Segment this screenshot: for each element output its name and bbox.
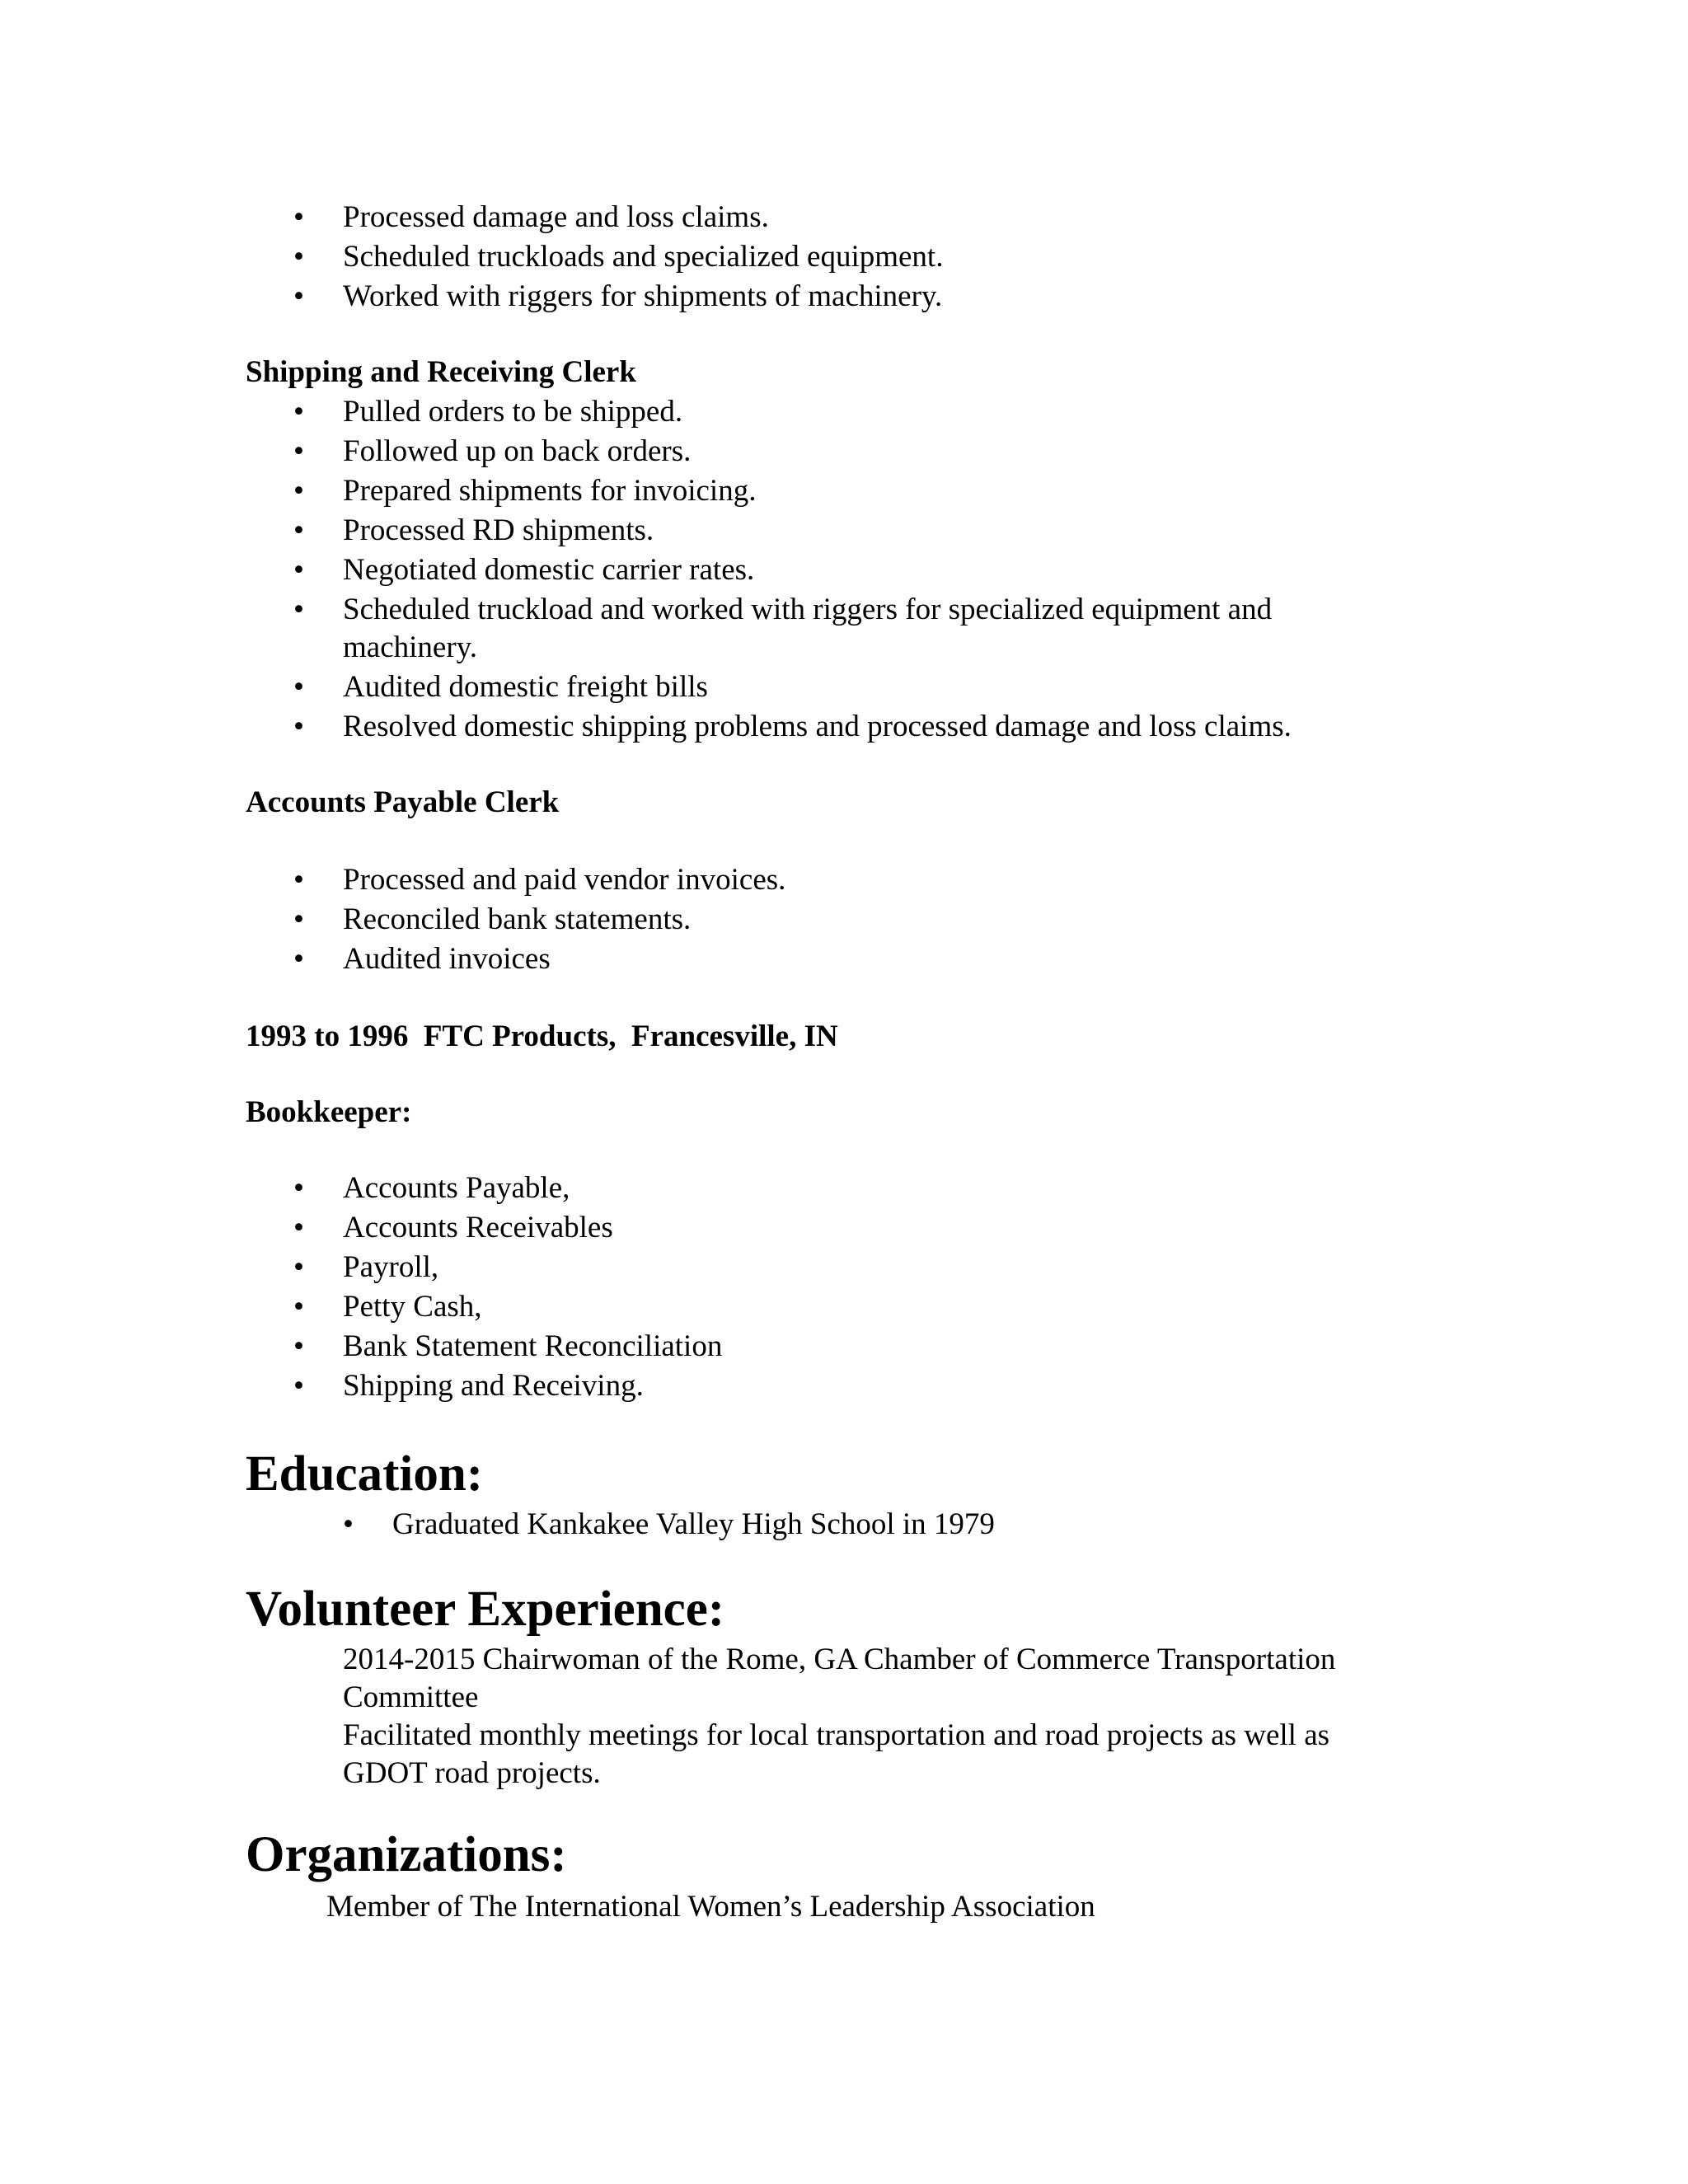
list-item: Accounts Payable, [343, 1171, 570, 1205]
list-item: Audited domestic freight bills [343, 670, 708, 704]
bullet-icon: • [293, 279, 304, 313]
section-heading-volunteer: Volunteer Experience: [246, 1582, 725, 1637]
volunteer-line: Facilitated monthly meetings for local transportation and road projects as well as [343, 1718, 1330, 1752]
list-item: Negotiated domestic carrier rates. [343, 553, 755, 587]
bullet-icon: • [293, 1290, 304, 1324]
list-item: Graduated Kankakee Valley High School in 1979 [392, 1507, 995, 1541]
bullet-icon: • [293, 395, 304, 429]
bullet-icon: • [293, 553, 304, 587]
job-title-shipping: Shipping and Receiving Clerk [246, 355, 636, 389]
section-heading-education: Education: [246, 1446, 484, 1502]
bullet-icon: • [293, 1329, 304, 1363]
list-item: Payroll, [343, 1250, 439, 1284]
bullet-icon: • [293, 434, 304, 468]
bullet-icon: • [293, 942, 304, 976]
list-item-continuation: machinery. [343, 630, 477, 664]
list-item: Prepared shipments for invoicing. [343, 474, 757, 508]
volunteer-line: Committee [343, 1680, 479, 1714]
bullet-icon: • [293, 513, 304, 547]
list-item: Audited invoices [343, 942, 551, 976]
volunteer-line: 2014-2015 Chairwoman of the Rome, GA Chamber of Commerce Transportation [343, 1643, 1336, 1676]
list-item: Resolved domestic shipping problems and processed damage and loss claims. [343, 710, 1292, 743]
list-item: Scheduled truckload and worked with riggers for specialized equipment and [343, 593, 1273, 626]
bullet-icon: • [293, 670, 304, 704]
list-item: Reconciled bank statements. [343, 902, 692, 936]
bullet-icon: • [293, 200, 304, 234]
list-item: Processed RD shipments. [343, 513, 654, 547]
bullet-icon: • [293, 593, 304, 626]
list-item: Shipping and Receiving. [343, 1369, 644, 1403]
bullet-icon: • [293, 240, 304, 274]
section-heading-organizations: Organizations: [246, 1827, 567, 1882]
bullet-icon: • [293, 1369, 304, 1403]
list-item: Petty Cash, [343, 1290, 482, 1324]
bullet-icon: • [293, 902, 304, 936]
bullet-icon: • [293, 1171, 304, 1205]
bullet-icon: • [293, 710, 304, 743]
job-heading-ftc: 1993 to 1996 FTC Products, Francesville, IN [246, 1019, 838, 1053]
list-item: Processed and paid vendor invoices. [343, 863, 786, 897]
list-item: Accounts Receivables [343, 1211, 613, 1244]
organization-line: Member of The International Women’s Leadership Association [326, 1890, 1095, 1924]
bullet-icon: • [293, 474, 304, 508]
bullet-icon: • [343, 1507, 354, 1541]
bullet-icon: • [293, 1250, 304, 1284]
list-item: Processed damage and loss claims. [343, 200, 769, 234]
bullet-icon: • [293, 863, 304, 897]
volunteer-line: GDOT road projects. [343, 1756, 601, 1790]
job-title-bookkeeper: Bookkeeper: [246, 1095, 412, 1129]
list-item: Followed up on back orders. [343, 434, 692, 468]
list-item: Bank Statement Reconciliation [343, 1329, 723, 1363]
list-item: Pulled orders to be shipped. [343, 395, 683, 429]
list-item: Scheduled truckloads and specialized equipment. [343, 240, 944, 274]
job-title-accounts-payable: Accounts Payable Clerk [246, 785, 560, 819]
list-item: Worked with riggers for shipments of machinery. [343, 279, 943, 313]
bullet-icon: • [293, 1211, 304, 1244]
